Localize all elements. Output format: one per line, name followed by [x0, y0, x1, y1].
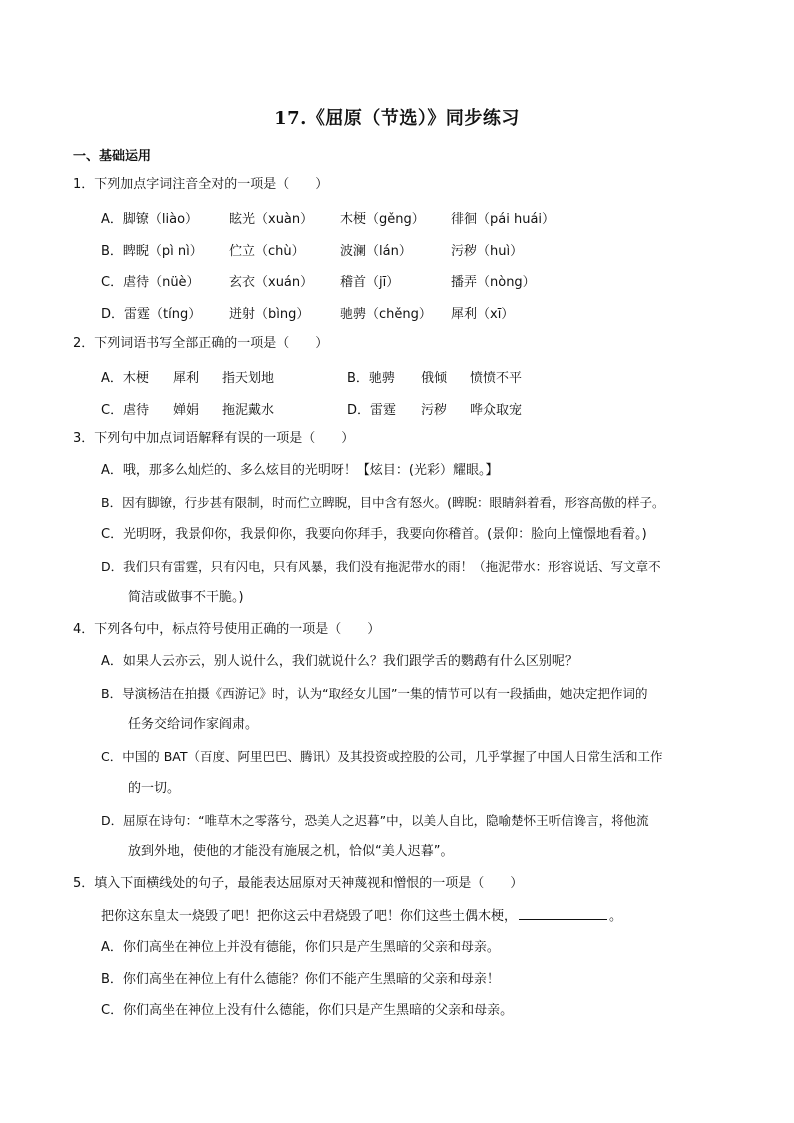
q4-option-b: B．导演杨洁在拍摄《西游记》时，认为“取经女儿国”一集的情节可以有一段插曲，她决定把作词的	[101, 686, 648, 701]
q1-option-d-item-2: 迸射（bìng）	[229, 307, 310, 322]
q2-option-d-word-3: 哗众取宠	[470, 403, 523, 418]
q5-answer-blank	[519, 907, 607, 920]
q5-passage-end: 。	[609, 909, 623, 924]
q1-option-b-item-4: 污秽（huì）	[451, 244, 524, 259]
q4-option-d-continued: 放到外地，使他的才能没有施展之机，恰似“美人迟暮”。	[128, 844, 454, 859]
q4-option-d: D．屈原在诗句：“唯草木之零落兮，恐美人之迟暮”中，以美人自比，隐喻楚怀王听信谗言，将他流	[101, 813, 649, 828]
q4-option-a: A．如果人云亦云，别人说什么，我们就说什么？我们跟学舌的鹦鹉有什么区别呢？	[101, 654, 578, 669]
q4-option-c: C．中国的 BAT（百度、阿里巴巴、腾讯）及其投资或控股的公司，几乎掌握了中国人日常生活和工作	[101, 749, 663, 764]
q1-option-b-item-1: B．睥睨（pì nì）	[101, 244, 203, 259]
q2-option-c-word-3: 拖泥戴水	[222, 403, 275, 418]
q3-option-d: D．我们只有雷霆，只有闪电，只有风暴，我们没有拖泥带水的雨！（拖泥带水：形容说话、写文章不	[101, 559, 661, 574]
q5-option-a: A．你们高坐在神位上并没有德能，你们只是产生黑暗的父亲和母亲。	[101, 940, 500, 955]
q1-option-c-item-2: 玄衣（xuán）	[229, 275, 314, 290]
q2-option-a-word-3: 指天划地	[222, 371, 275, 386]
q1-option-c-item-4: 播弄（nòng）	[451, 275, 536, 290]
question-5-stem: 5．填入下面横线处的句子，最能表达屈原对天神蔑视和憎恨的一项是（ ）	[73, 876, 524, 891]
q1-option-c-item-3: 稽首（jī）	[340, 275, 400, 290]
q2-option-d-word-1: D．雷霆	[347, 403, 397, 418]
q5-passage-text: 把你这东皇太一烧毁了吧！把你这云中君烧毁了吧！你们这些土偶木梗，	[101, 909, 518, 924]
q5-option-c: C．你们高坐在神位上没有什么德能，你们只是产生黑暗的父亲和母亲。	[101, 1003, 514, 1018]
q3-option-c: C．光明呀，我景仰你，我景仰你，我要向你拜手，我要向你稽首。(景仰：脸向上憧憬地看着。)	[101, 527, 647, 542]
q1-option-a-item-1: A．脚镣（liào）	[101, 212, 199, 227]
q2-option-c-word-2: 婵娟	[173, 403, 200, 418]
question-2-stem: 2．下列词语书写全部正确的一项是（ ）	[73, 336, 329, 351]
question-1-stem: 1．下列加点字词注音全对的一项是（ ）	[73, 177, 329, 192]
q1-option-a-item-4: 徘徊（pái huái）	[451, 212, 556, 227]
question-3-stem: 3．下列句中加点词语解释有误的一项是（ ）	[73, 431, 355, 446]
q1-option-a-item-2: 眩光（xuàn）	[229, 212, 314, 227]
q3-option-b: B．因有脚镣，行步甚有限制，时而伫立睥睨，目中含有怒火。(睥睨：眼睛斜着看，形容高傲的样子。	[101, 495, 665, 510]
q4-option-b-continued: 任务交给词作家阎肃。	[128, 717, 259, 732]
q1-option-c-item-1: C．虐待（nüè）	[101, 275, 200, 290]
q3-option-d-continued: 简洁或做事不干脆。)	[128, 590, 244, 605]
section-heading: 一、基础运用	[73, 149, 152, 164]
q4-option-c-continued: 的一切。	[128, 781, 181, 796]
q3-option-a: A．哦，那多么灿烂的、多么炫目的光明呀！【炫目：(光彩）耀眼。】	[101, 463, 499, 478]
q1-option-b-item-3: 波澜（lán）	[340, 244, 412, 259]
q2-option-c-word-1: C．虐待	[101, 403, 150, 418]
question-4-stem: 4．下列各句中，标点符号使用正确的一项是（ ）	[73, 622, 381, 637]
q2-option-b-word-3: 愤愤不平	[470, 371, 523, 386]
q1-option-d-item-3: 驰骋（chěng）	[340, 307, 432, 322]
q1-option-d-item-1: D．雷霆（tíng）	[101, 307, 202, 322]
q5-option-b: B．你们高坐在神位上有什么德能？你们不能产生黑暗的父亲和母亲！	[101, 972, 500, 987]
q1-option-a-item-3: 木梗（gěng）	[340, 212, 425, 227]
q2-option-b-word-1: B．驰骋	[347, 371, 395, 386]
q2-option-d-word-2: 污秽	[421, 403, 448, 418]
q2-option-a-word-1: A．木梗	[101, 371, 149, 386]
page-title: 17.《屈原（节选）》同步练习	[274, 108, 520, 129]
q2-option-a-word-2: 犀利	[173, 371, 200, 386]
q1-option-d-item-4: 犀利（xī）	[451, 307, 515, 322]
q5-passage	[101, 907, 622, 926]
q1-option-b-item-2: 伫立（chù）	[229, 244, 305, 259]
q2-option-b-word-2: 俄倾	[421, 371, 448, 386]
